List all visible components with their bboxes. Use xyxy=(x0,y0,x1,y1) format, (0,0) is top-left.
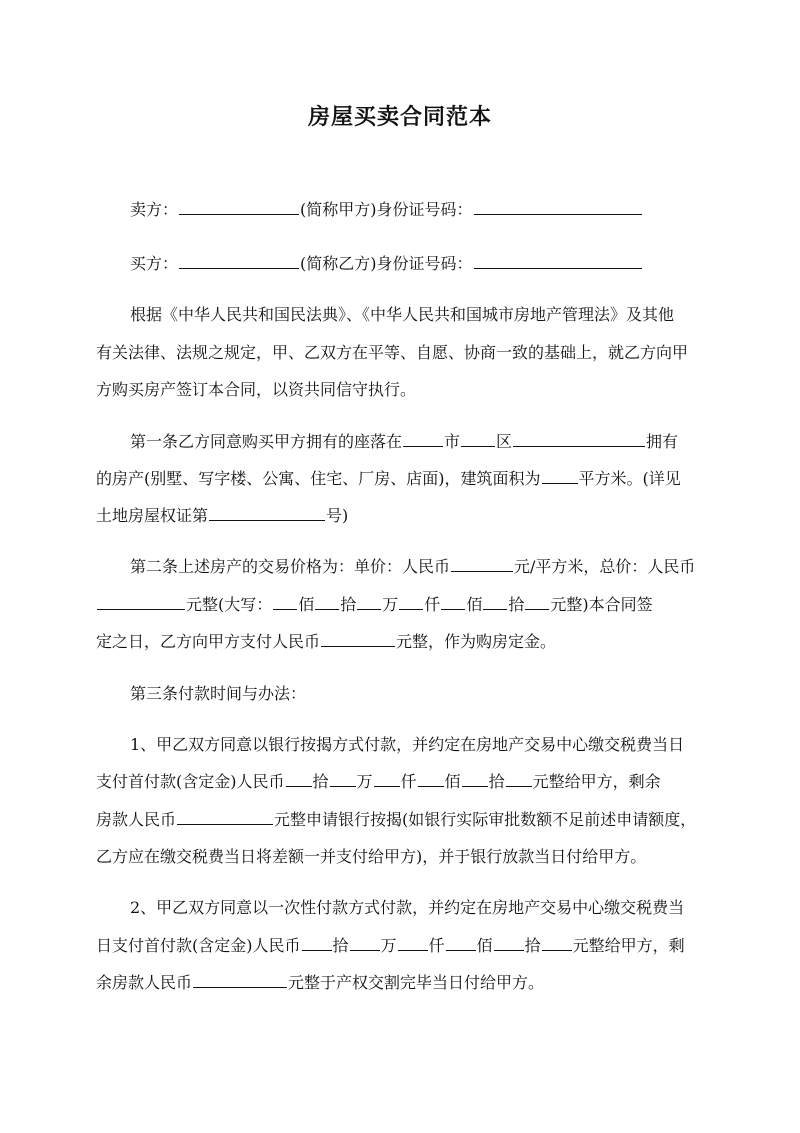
preamble-line-1: 根据《中华人民共和国民法典》、《中华人民共和国城市房地产管理法》及其他 xyxy=(130,305,675,324)
unit-label: 佰 xyxy=(444,772,461,791)
payment1-text: 元整给甲方，剩余 xyxy=(532,772,661,791)
article2-text: 元整)本合同签 xyxy=(550,595,653,614)
article2-text: 定之日，乙方向甲方支付人民币 xyxy=(96,632,321,651)
total-price-blank xyxy=(97,595,185,610)
payment1-text: 房款人民币 xyxy=(96,810,177,829)
payment2-text: 余房款人民币 xyxy=(96,973,193,992)
remaining-amount-blank xyxy=(193,973,287,988)
amount-blank xyxy=(286,772,312,787)
seller-line xyxy=(130,200,643,220)
unit-price-blank xyxy=(451,557,513,572)
amount-blank xyxy=(302,936,332,951)
preamble-line-3: 方购买房产签订本合同，以资共同信守执行。 xyxy=(96,380,417,399)
unit-label: 万 xyxy=(356,772,373,791)
article1-text: 号) xyxy=(326,506,349,525)
amount-blank xyxy=(374,772,400,787)
article1-text: 平方米。(详见 xyxy=(578,469,681,488)
article2-text: 元整，作为购房定金。 xyxy=(396,632,557,651)
unit-label: 佰 xyxy=(476,936,493,955)
unit-label: 万 xyxy=(380,936,397,955)
payment1-text: 元整申请银行按揭(如银行实际审批数额不足前述申请额度， xyxy=(274,810,697,829)
unit-label: 拾 xyxy=(340,595,357,614)
payment2-text: 元整于产权交割完毕当日付给甲方。 xyxy=(288,973,545,992)
amount-blank xyxy=(399,595,423,610)
amount-blank xyxy=(273,595,297,610)
payment1-line-2 xyxy=(96,772,661,792)
buyer-id-label: (简称乙方)身份证号码： xyxy=(300,254,473,273)
unit-label: 拾 xyxy=(488,772,505,791)
unit-label: 仟 xyxy=(400,772,417,791)
amount-blank xyxy=(494,936,524,951)
seller-label: 卖方： xyxy=(130,200,179,219)
unit-label: 仟 xyxy=(428,936,445,955)
preamble-line-2: 有关法律、法规之规定，甲、乙双方在平等、自愿、协商一致的基础上，就乙方向甲 xyxy=(96,343,689,362)
unit-label: 仟 xyxy=(424,595,441,614)
unit-label: 拾 xyxy=(312,772,329,791)
buyer-line xyxy=(130,254,643,274)
payment1-line-1: 1、甲乙双方同意以银行按揭方式付款，并约定在房地产交易中心缴交税费当日 xyxy=(130,735,685,754)
amount-blank xyxy=(357,595,381,610)
article1-text: 第一条乙方同意购买甲方拥有的座落在 xyxy=(130,432,403,451)
payment2-text: 元整给甲方，剩 xyxy=(572,936,685,955)
seller-id-blank xyxy=(474,200,642,215)
unit-label: 拾 xyxy=(332,936,349,955)
seller-name-blank xyxy=(179,200,299,215)
article2-text: 第二条上述房产的交易价格为：单价：人民币 xyxy=(130,557,451,576)
article2-text: 元/平方米，总价：人民币 xyxy=(514,557,696,576)
buyer-id-blank xyxy=(474,254,642,269)
payment2-text: 日支付首付款(含定金)人民币 xyxy=(96,936,301,955)
amount-blank xyxy=(525,595,549,610)
unit-label: 拾 xyxy=(524,936,541,955)
district-label: 区 xyxy=(496,432,513,451)
city-blank xyxy=(403,432,443,447)
amount-blank xyxy=(446,936,476,951)
amount-blank xyxy=(398,936,428,951)
area-blank xyxy=(542,469,578,484)
payment2-line-3 xyxy=(96,973,544,993)
page-title: 房屋买卖合同范本 xyxy=(307,104,492,130)
article1-text: 土地房屋权证第 xyxy=(96,506,209,525)
address-blank xyxy=(513,432,645,447)
loan-amount-blank xyxy=(177,810,273,825)
unit-label: 万 xyxy=(382,595,399,614)
payment1-text: 支付首付款(含定金)人民币 xyxy=(96,772,285,791)
article1-line-2 xyxy=(96,469,681,489)
article1-text: 的房产(别墅、写字楼、公寓、住宅、厂房、店面)，建筑面积为 xyxy=(96,469,541,488)
amount-blank xyxy=(542,936,572,951)
unit-label: 佰 xyxy=(298,595,315,614)
city-label: 市 xyxy=(444,432,461,451)
certificate-blank xyxy=(209,506,325,521)
payment2-line-2 xyxy=(96,936,685,956)
payment2-line-1: 2、甲乙双方同意以一次性付款方式付款，并约定在房地产交易中心缴交税费当 xyxy=(130,898,685,917)
amount-blank xyxy=(483,595,507,610)
district-blank xyxy=(461,432,495,447)
article1-line-3 xyxy=(96,506,348,526)
amount-blank xyxy=(330,772,356,787)
article2-line-2 xyxy=(96,595,653,615)
amount-blank xyxy=(350,936,380,951)
payment1-line-3 xyxy=(96,810,696,830)
article3-title: 第三条付款时间与办法： xyxy=(130,684,307,703)
article2-line-1 xyxy=(130,557,695,577)
buyer-label: 买方： xyxy=(130,254,179,273)
article2-line-3 xyxy=(96,632,556,652)
amount-blank xyxy=(418,772,444,787)
unit-label: 佰 xyxy=(466,595,483,614)
amount-blank xyxy=(506,772,532,787)
article2-text: 元整(大写： xyxy=(186,595,273,614)
seller-id-label: (简称甲方)身份证号码： xyxy=(300,200,473,219)
amount-blank xyxy=(441,595,465,610)
article1-line-1 xyxy=(130,432,678,452)
buyer-name-blank xyxy=(179,254,299,269)
amount-blank xyxy=(315,595,339,610)
article1-text: 拥有 xyxy=(646,432,679,451)
amount-blank xyxy=(462,772,488,787)
deposit-blank xyxy=(321,632,395,647)
unit-label: 拾 xyxy=(508,595,525,614)
payment1-line-4: 乙方应在缴交税费当日将差额一并支付给甲方)，并于银行放款当日付给甲方。 xyxy=(96,847,647,866)
